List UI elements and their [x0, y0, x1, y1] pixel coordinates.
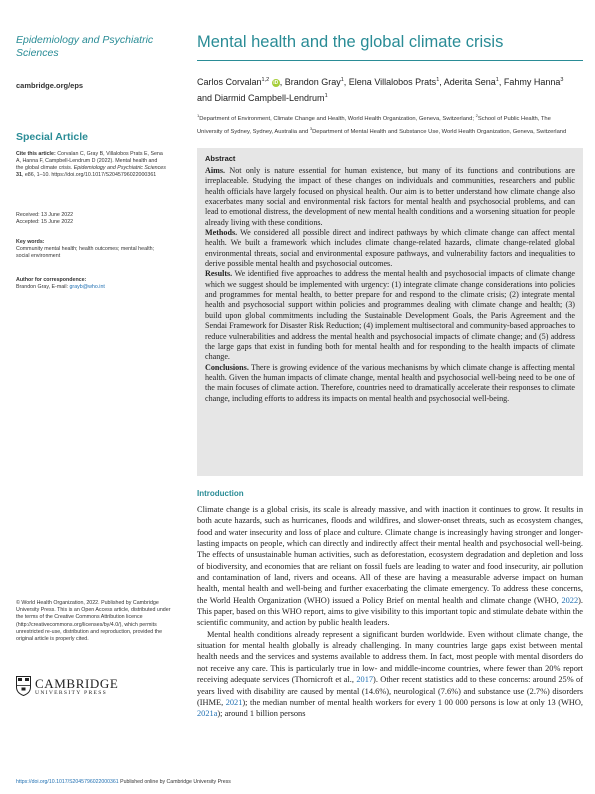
keywords-block — [16, 239, 166, 260]
citation-volume: 31 — [16, 172, 22, 178]
affil-1-sup: 1 — [197, 113, 200, 118]
citation-text: Corvalan C, Gray B, Villalobos Prats E, Sena A, Hanna F, Campbell-Lendrum D (2022). Mental health and the global climate crisis. — [16, 151, 163, 171]
p2-text-d: ); around 1 billion persons — [217, 709, 306, 719]
abstract-conclusions — [205, 363, 575, 404]
author-1-sup: 1,2 — [261, 77, 270, 83]
author-5: , Fahmy Hanna — [498, 77, 561, 87]
ref-link-who-2021a[interactable]: 2021a — [197, 709, 218, 719]
correspondence-label: Author for correspondence: — [16, 277, 87, 283]
correspondence-name: Brandon Gray, E-mail: — [16, 284, 70, 290]
abstract-results — [205, 269, 575, 362]
methods-text: We considered all possible direct and indirect pathways by which climate change can affect mental health. We built a framework which includes climate change-related hazards, climate change-related global environmental threats, social and environmental exposure pathways, and vulnerability factors and inequalities to derive possible mental health and psychosocial outcomes. — [205, 228, 575, 269]
author-6: and Diarmid Campbell-Lendrum — [197, 93, 325, 103]
journal-name — [16, 34, 186, 60]
methods-label: Methods. — [205, 228, 238, 238]
author-5-sup: 3 — [560, 77, 564, 83]
cambridge-shield-icon — [16, 676, 31, 696]
abstract-heading: Abstract — [205, 154, 236, 163]
journal-site-link[interactable]: cambridge.org/eps — [16, 81, 84, 90]
p2-text-a: Mental health conditions already represent a significant burden worldwide. Even without climate change, the situation for mental health globally is already challenging. In many countries large gaps exist between mental health needs and the services and systems available to address them. In fact, most people with mental disorders do not receive any care. This is particularly true in low- and middle-income countries, where fewer than 20% report receiving adequate services (Thornicroft et al., — [197, 629, 583, 685]
ref-link-who-2022[interactable]: 2022 — [561, 595, 579, 605]
correspondence-email-link[interactable]: grayb@who.int — [69, 284, 105, 290]
author-list — [197, 73, 577, 105]
journal-name-line2: Sciences — [16, 47, 59, 59]
logo-subtitle: UNIVERSITY PRESS — [35, 690, 108, 696]
article-type: Special Article — [16, 131, 88, 143]
page-footer — [16, 779, 231, 785]
accepted-date: Accepted: 15 June 2022 — [16, 219, 74, 225]
affil-2: School of Public Health, The University of Sydney, Sydney, Australia and — [197, 115, 551, 135]
p1-text-a: Climate change is a global crisis, its scale is already massive, and with inaction it continues to grow. It results in both acute hazards, such as hurricanes, floods and wildfires, and slower-onset threats, such as ecosystem changes, food and water insecurity and loss of place and culture. Climate change is increasingly having stronger and longer-lasting impacts on people, which can directly and indirectly affect their mental health and psychosocial well-being. The effects of unsustainable human activities, such as deforestation, ecosystem degradation and depletion and loss of biodiversity, and economies that are reliant on fossil fuels are leading to water and food insecurity, air pollution and contamination of land, rivers and oceans. All of these are having a measurable adverse impact on human health, mental health and well-being and further exacerbating the climate emergency. To address these concerns, the World Health Organization (WHO) issued a Policy Brief on mental health and climate change (WHO, — [197, 505, 583, 605]
keywords-text: Community mental health; health outcomes; mental health; social environment — [16, 246, 155, 259]
citation-block — [16, 151, 166, 179]
author-2: , Brandon Gray — [279, 77, 341, 87]
received-date: Received: 13 June 2022 — [16, 212, 74, 218]
affil-3: Department of Mental Health and Substance Use, World Health Organization, Geneva, Switzerland — [312, 128, 567, 135]
author-4-sup: 1 — [495, 77, 499, 83]
abstract-methods — [205, 228, 575, 269]
footer-text: Published online by Cambridge University Press — [118, 779, 231, 785]
article-title: Mental health and the global climate crisis — [197, 33, 504, 51]
author-4: , Aderita Sena — [439, 77, 496, 87]
citation-journal: Epidemiology and Psychiatric Sciences — [73, 165, 166, 171]
affil-1: Department of Environment, Climate Change and Health, World Health Organization, Geneva, Switzerland; — [199, 115, 474, 122]
body-paragraph-1 — [197, 504, 583, 629]
abstract-box — [197, 148, 583, 476]
author-6-sup: 1 — [324, 93, 328, 99]
abstract-body — [205, 166, 575, 404]
introduction-heading: Introduction — [197, 489, 244, 498]
cambridge-logo — [16, 676, 136, 698]
author-3: , Elena Villalobos Prats — [343, 77, 437, 87]
keywords-label: Key words: — [16, 239, 45, 245]
p2-text-c: ); the median number of mental health workers for every 1 00 000 persons is low at only 13 (WHO, — [242, 697, 583, 707]
journal-name-line1: Epidemiology and Psychiatric — [16, 34, 154, 46]
ref-link-ihme-2021[interactable]: 2021 — [225, 697, 243, 707]
logo-wordmark: CAMBRIDGE — [35, 676, 119, 691]
author-1: Carlos Corvalan — [197, 77, 262, 87]
footer-doi-link[interactable]: https://doi.org/10.1017/S2045796022000361 — [16, 779, 119, 785]
license-text: © World Health Organization, 2022. Published by Cambridge University Press. This is an Open Access article, distributed under the terms of the Creative Commons Attribution licence (http://creativecommons.org/licenses/by/4.0/), which permits unrestricted re-use, distribution and reproduction, provided the original article is properly cited. — [16, 600, 171, 643]
results-text: We identified five approaches to address the mental health and psychosocial impacts of climate change which we suggest should be implemented with urgency: (1) integrate climate change considerations into policies and programmes for mental health, to better prepare for and respond to the climate crisis; (2) integrate mental health and psychosocial support within policies and programmes dealing with climate change and health; (3) build upon global commitments including the Sustainable Development Goals, the Paris Agreement and the Sendai Framework for Disaster Risk Reduction; (4) implement multisectoral and community-based approaches to reduce vulnerabilities and address the mental health and psychosocial impacts of climate change; and (5) address the large gaps that exist in funding both for mental health and for responding to the health impacts of climate change. — [205, 269, 575, 362]
p1-text-b: ). This paper, based on this WHO report, aims to give visibility to this important topic and stimulate debate within the scientific community, and action by public health leaders. — [197, 595, 583, 628]
conclusions-text: There is growing evidence of the various mechanisms by which climate change is affecting mental health. Given the human impacts of climate change, mental health and psychosocial well-being need to be one of the main focuses of climate action. Therefore, countries need to dramatically accelerate their responses to climate change, including efforts to address its impacts on mental health and psychosocial well-being. — [205, 362, 575, 403]
ref-link-thornicroft-2017[interactable]: 2017 — [356, 675, 374, 685]
results-label: Results. — [205, 269, 233, 279]
affil-3-sup: 3 — [309, 125, 313, 131]
author-3-sup: 1 — [436, 77, 440, 83]
citation-label: Cite this article: — [16, 151, 56, 157]
p2-text-b: ). Other recent statistics add to these concerns: around 25% of years lived with disability are caused by mental (14.6%), neurological (7.6%) and substance use (2.7%) disorders (IHME, — [197, 675, 583, 707]
title-divider — [197, 60, 583, 61]
abstract-aims — [205, 166, 575, 228]
affiliations — [197, 111, 577, 137]
author-2-sup: 1 — [340, 77, 344, 83]
aims-text: Not only is nature essential for human existence, but many of its functions and contributions are irreplaceable. Studying the impact of these changes on individuals and communities, researchers and public health officials have largely focused on physical health. Our aim is to better understand how climate change also exacerbates many social and environmental risk factors for mental health and psychosocial problems, and can lead to emotional distress, the development of new mental health conditions and a worsening situation for people already living with these conditions. — [205, 166, 575, 227]
orcid-icon[interactable]: iD — [273, 79, 279, 86]
body-text — [197, 504, 583, 720]
dates-block — [16, 212, 166, 226]
affil-2-sup: 2 — [475, 113, 478, 118]
aims-label: Aims. — [205, 166, 226, 175]
citation-details: , e86, 1–10. https://doi.org/10.1017/S2045796022000361 — [21, 172, 157, 178]
correspondence-block — [16, 277, 166, 291]
body-paragraph-2 — [197, 629, 583, 720]
conclusions-label: Conclusions. — [205, 362, 249, 372]
